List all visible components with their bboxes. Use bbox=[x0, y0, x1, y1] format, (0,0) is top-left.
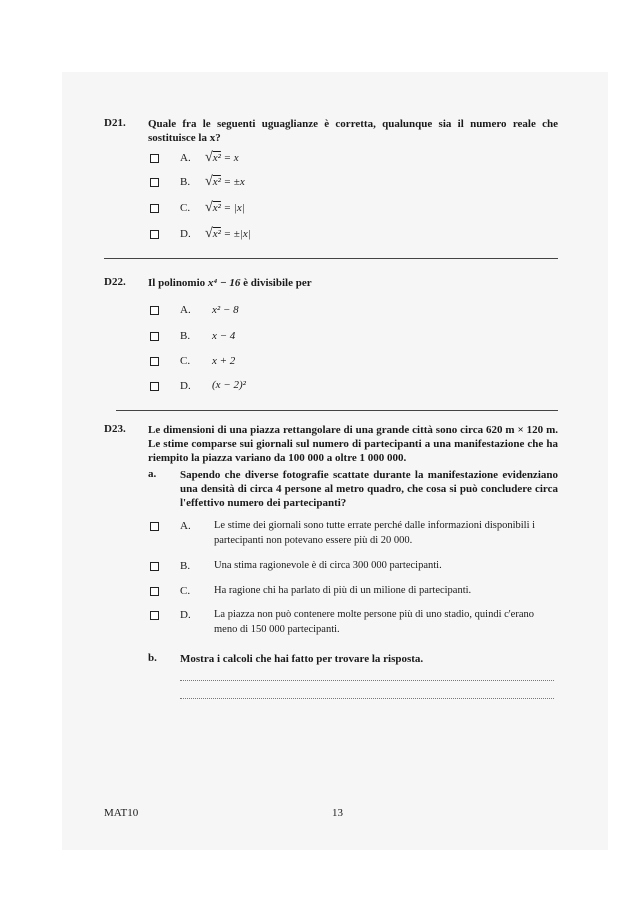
separator-rule bbox=[116, 410, 558, 411]
checkbox-d23-a[interactable] bbox=[150, 522, 159, 531]
option-math-d22-a: x² − 8 bbox=[212, 304, 239, 316]
option-math-d22-b: x − 4 bbox=[212, 330, 236, 342]
option-letter-d21-b: B. bbox=[180, 176, 191, 188]
question-number-d23: D23. bbox=[104, 423, 126, 435]
checkbox-d21-c[interactable] bbox=[150, 204, 159, 213]
option-math-d22-c: x + 2 bbox=[212, 355, 236, 367]
option-letter-d22-d: D. bbox=[180, 380, 191, 392]
checkbox-d21-b[interactable] bbox=[150, 178, 159, 187]
footer-code: MAT10 bbox=[104, 807, 139, 819]
part-label-b: b. bbox=[148, 652, 157, 664]
answer-line[interactable] bbox=[180, 698, 554, 699]
option-letter-d21-a: A. bbox=[180, 152, 191, 164]
checkbox-d22-d[interactable] bbox=[150, 382, 159, 391]
option-text-d23-d: La piazza non può contenere molte persone più di uno stadio, quindi c'erano meno di 150 000 partecipanti. bbox=[214, 609, 534, 635]
option-letter-d21-c: C. bbox=[180, 202, 191, 214]
question-text-d21: Quale fra le seguenti uguaglianze è corretta, qualunque sia il numero reale che sostituisce la x? bbox=[148, 118, 558, 144]
option-letter-d23-d: D. bbox=[180, 609, 191, 621]
part-text-a: Sapendo che diverse fotografie scattate durante la manifestazione evidenziano una densità di circa 4 persone al metro quadro, che cosa si può concludere circa l'effettivo numero dei partecipanti? bbox=[180, 469, 558, 509]
option-letter-d22-c: C. bbox=[180, 355, 191, 367]
checkbox-d22-b[interactable] bbox=[150, 332, 159, 341]
option-letter-d22-b: B. bbox=[180, 330, 191, 342]
checkbox-d22-c[interactable] bbox=[150, 357, 159, 366]
option-text-d23-a: Le stime dei giornali sono tutte errate perché dalle informazioni disponibili i partecipanti non potevano essere più di 20 000. bbox=[214, 520, 536, 546]
question-number-d22: D22. bbox=[104, 276, 126, 288]
option-letter-d21-d: D. bbox=[180, 228, 191, 240]
option-math-d22-d: (x − 2)² bbox=[212, 379, 246, 391]
option-math-d21-d: √x² = ±|x| bbox=[205, 226, 251, 241]
checkbox-d23-d[interactable] bbox=[150, 611, 159, 620]
question-text-d22: Il polinomio x⁴ − 16 è divisibile per bbox=[148, 277, 312, 289]
checkbox-d21-d[interactable] bbox=[150, 230, 159, 239]
option-math-d21-c: √x² = |x| bbox=[205, 200, 245, 215]
question-text-d23: Le dimensioni di una piazza rettangolare di una grande città sono circa 620 m × 120 m. Le stime comparse sui giornali sul numero di partecipanti a una manifestazione che ha riempito la piazza variano da 100 000 a oltre 1 000 000. bbox=[148, 424, 558, 464]
option-letter-d23-a: A. bbox=[180, 520, 191, 532]
checkbox-d21-a[interactable] bbox=[150, 154, 159, 163]
option-letter-d22-a: A. bbox=[180, 304, 191, 316]
part-label-a: a. bbox=[148, 468, 157, 480]
part-text-b: Mostra i calcoli che hai fatto per trovare la risposta. bbox=[180, 653, 424, 665]
page-number: 13 bbox=[332, 807, 343, 819]
option-text-d23-b: Una stima ragionevole è di circa 300 000 partecipanti. bbox=[214, 560, 442, 571]
option-math-d21-b: √x² = ±x bbox=[205, 174, 245, 189]
option-letter-d23-b: B. bbox=[180, 560, 191, 572]
option-math-d21-a: √x² = x bbox=[205, 150, 239, 165]
checkbox-d23-b[interactable] bbox=[150, 562, 159, 571]
option-letter-d23-c: C. bbox=[180, 585, 191, 597]
checkbox-d23-c[interactable] bbox=[150, 587, 159, 596]
answer-line[interactable] bbox=[180, 680, 554, 681]
checkbox-d22-a[interactable] bbox=[150, 306, 159, 315]
question-number-d21: D21. bbox=[104, 117, 126, 129]
separator-rule bbox=[104, 258, 558, 259]
option-text-d23-c: Ha ragione chi ha parlato di più di un milione di partecipanti. bbox=[214, 585, 472, 596]
